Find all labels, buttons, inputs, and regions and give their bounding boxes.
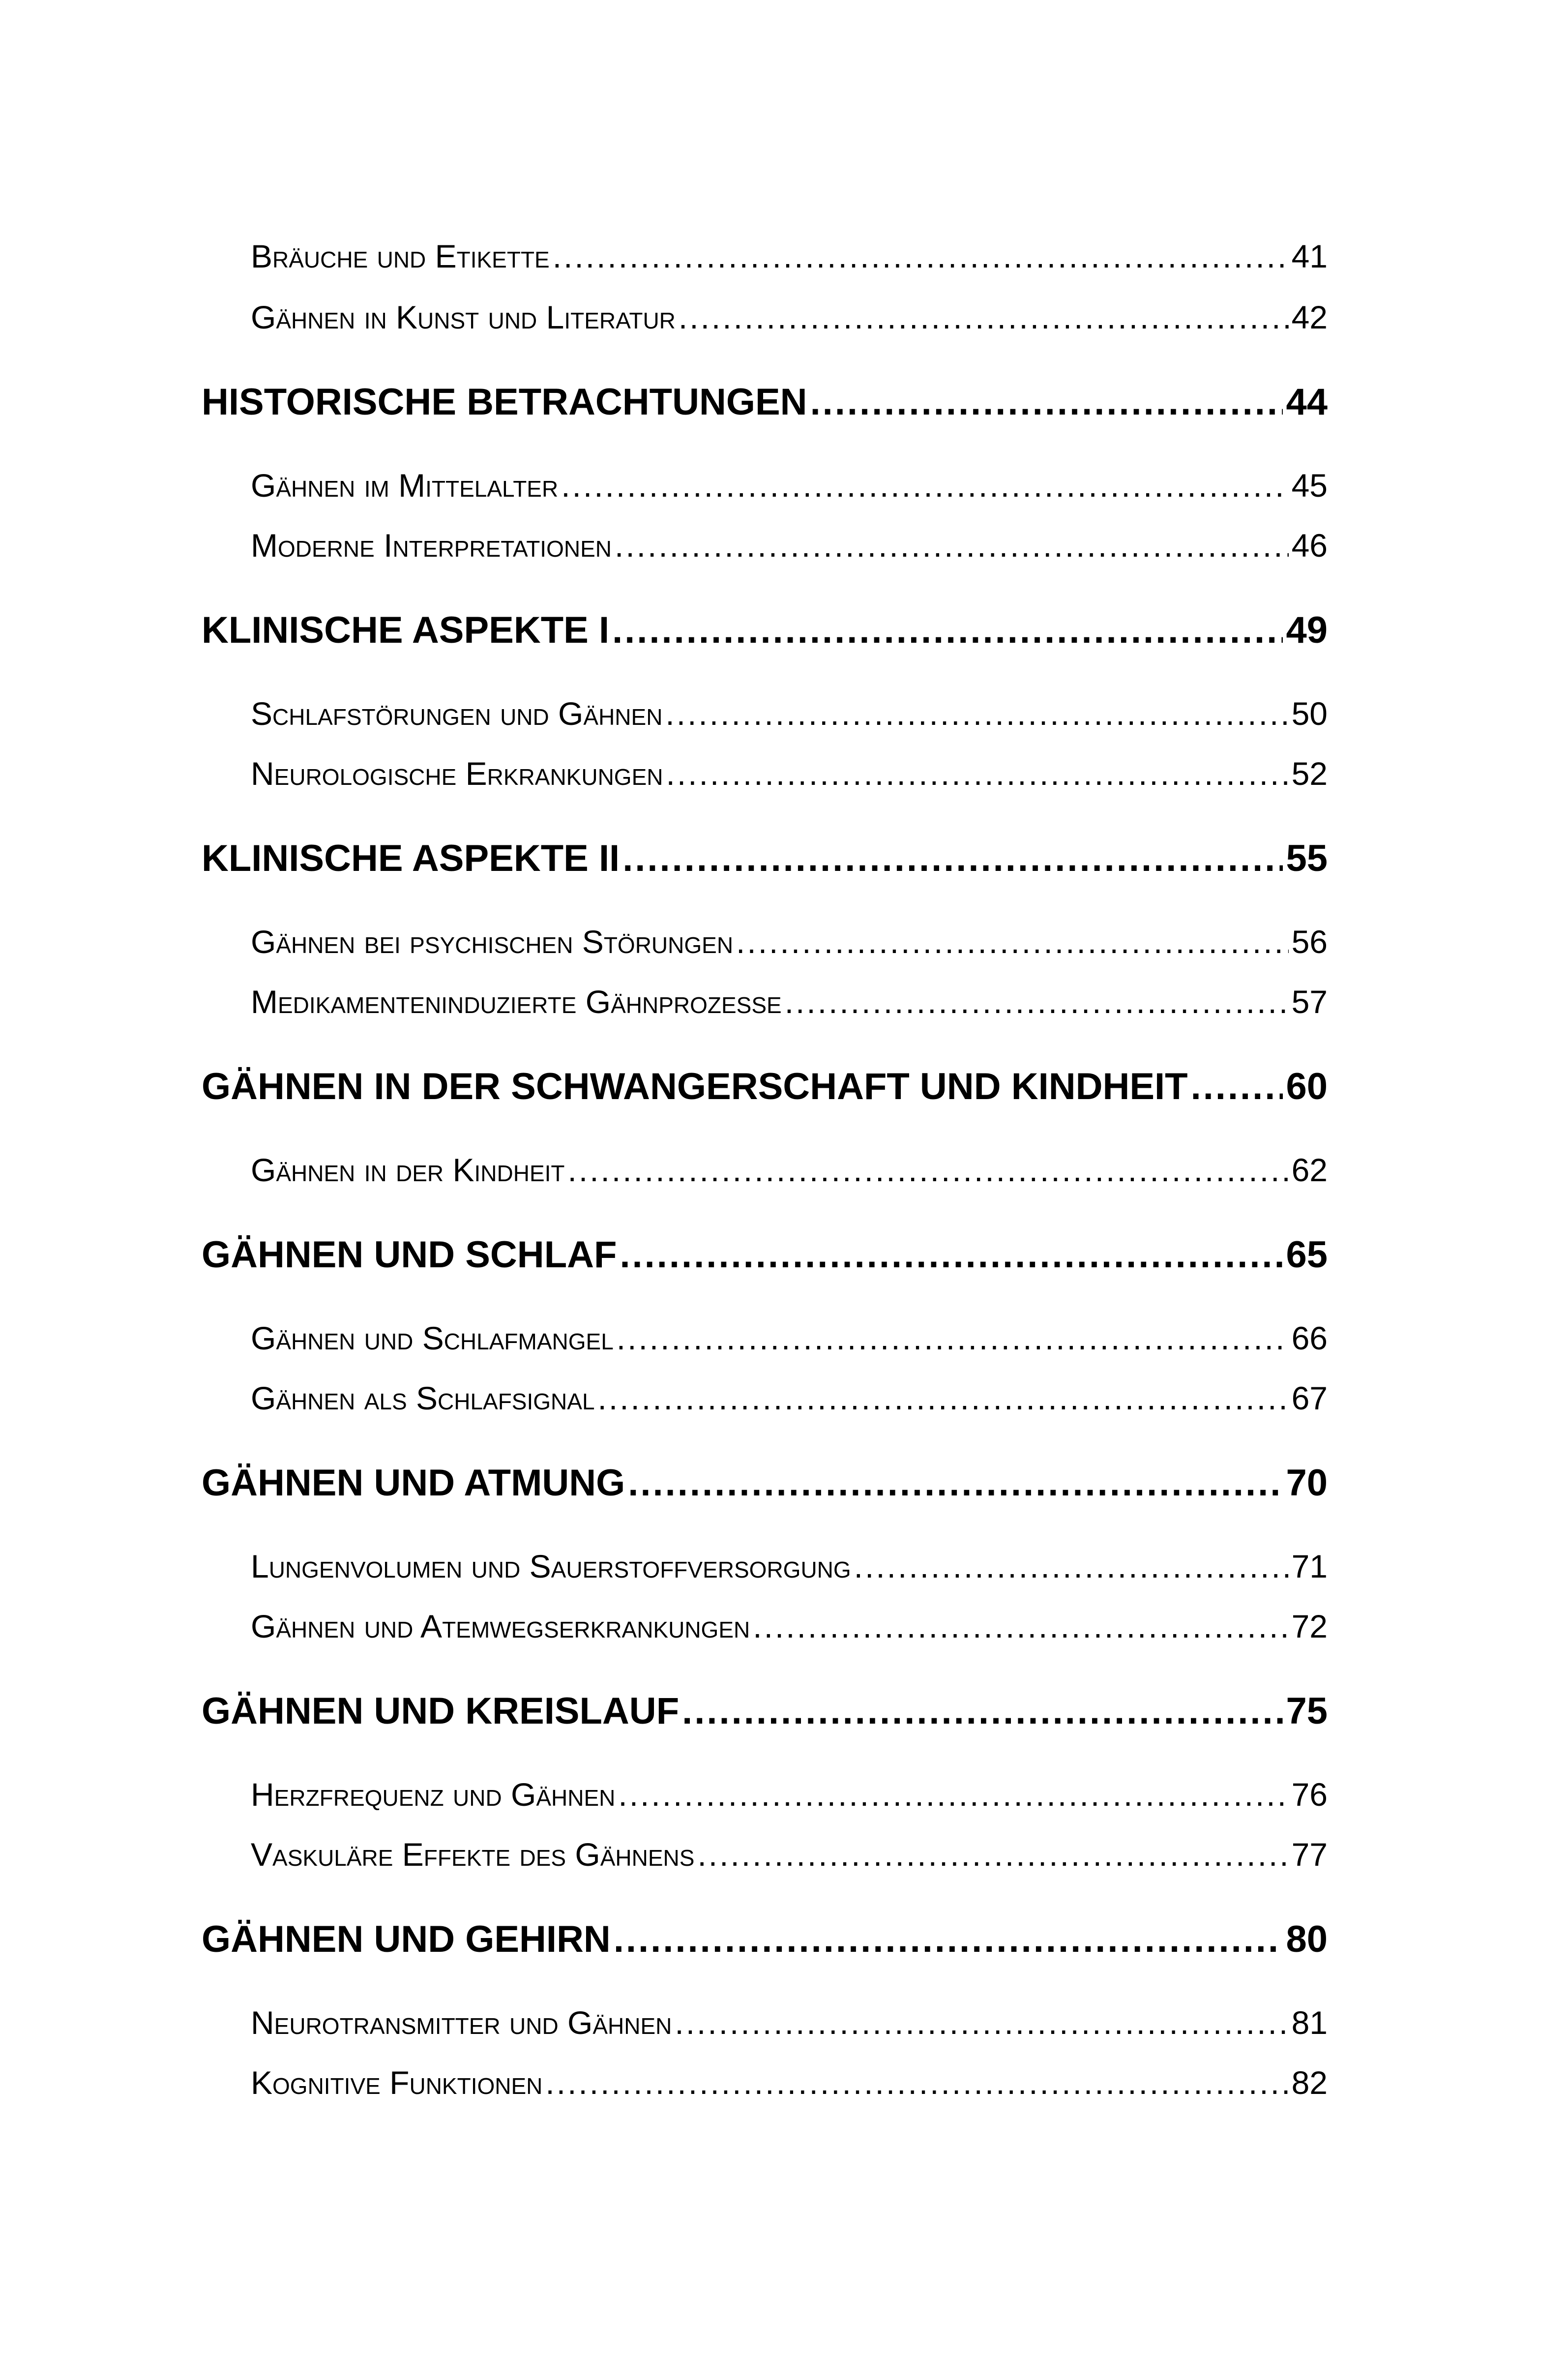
toc-section-entry[interactable] <box>251 2006 1328 2039</box>
dot-leader <box>615 529 1289 562</box>
dot-leader <box>810 384 1283 421</box>
dot-leader <box>553 240 1289 272</box>
toc-section-title: Herzfrequenz und Gähnen <box>251 1776 616 1813</box>
toc-chapter-entry[interactable] <box>202 609 1328 651</box>
toc-section-title: Bräuche und Etikette <box>251 238 550 274</box>
toc-page-number: 56 <box>1291 924 1328 960</box>
toc-section-entry[interactable] <box>251 1778 1328 1811</box>
toc-section-title: Neurotransmitter und Gähnen <box>251 2004 672 2041</box>
toc-chapter-entry[interactable] <box>202 1918 1328 1960</box>
toc-section-entry[interactable] <box>251 469 1328 502</box>
toc-page-number: 52 <box>1291 755 1328 792</box>
dot-leader <box>679 301 1289 333</box>
toc-section-title: Schlafstörungen und Gähnen <box>251 695 663 732</box>
toc-section-title: Moderne Interpretationen <box>251 527 612 564</box>
dot-leader <box>665 697 1288 730</box>
dot-leader <box>614 1921 1283 1958</box>
toc-page-number: 50 <box>1291 695 1328 732</box>
toc-page-number: 70 <box>1286 1462 1328 1504</box>
toc-section-entry[interactable] <box>251 529 1328 562</box>
toc-section-entry[interactable] <box>251 1550 1328 1582</box>
toc-section-title: Gähnen und Schlafmangel <box>251 1320 614 1356</box>
toc-section-entry[interactable] <box>251 1382 1328 1414</box>
toc-section-title: Gähnen und Atemwegserkrankungen <box>251 1608 750 1644</box>
dot-leader <box>598 1382 1289 1414</box>
toc-page-number: 41 <box>1291 238 1328 274</box>
toc-chapter-entry[interactable] <box>202 1690 1328 1732</box>
toc-section-entry[interactable] <box>251 985 1328 1018</box>
dot-leader <box>545 2066 1288 2099</box>
toc-section-title: Neurologische Erkrankungen <box>251 755 663 792</box>
toc-section-title: Gähnen in Kunst und Literatur <box>251 299 676 335</box>
toc-section-title: Lungenvolumen und Sauerstoffversorgung <box>251 1548 851 1584</box>
toc-section-entry[interactable] <box>251 301 1328 333</box>
toc-page-number: 75 <box>1286 1690 1328 1732</box>
toc-section-entry[interactable] <box>251 697 1328 730</box>
toc-page-number: 71 <box>1291 1548 1328 1584</box>
toc-page-number: 82 <box>1291 2064 1328 2101</box>
toc-section-entry[interactable] <box>251 2066 1328 2099</box>
toc-section-title: Medikamenteninduzierte Gähnprozesse <box>251 984 782 1020</box>
toc-section-title: Gähnen als Schlafsignal <box>251 1380 595 1416</box>
toc-section-title: Kognitive Funktionen <box>251 2064 543 2101</box>
dot-leader <box>697 1838 1288 1871</box>
dot-leader <box>561 469 1288 502</box>
toc-chapter-title: GÄHNEN UND ATMUNG <box>202 1462 625 1504</box>
toc-page-number: 62 <box>1291 1152 1328 1188</box>
dot-leader <box>1191 1068 1283 1105</box>
dot-leader <box>682 1693 1283 1730</box>
dot-leader <box>854 1550 1289 1582</box>
dot-leader <box>612 612 1283 649</box>
toc-section-title: Vaskuläre Effekte des Gähnens <box>251 1836 695 1873</box>
toc-page-number: 77 <box>1291 1836 1328 1873</box>
toc-page-number: 65 <box>1286 1234 1328 1276</box>
dot-leader <box>622 840 1283 877</box>
dot-leader <box>617 1322 1289 1354</box>
toc-page-number: 57 <box>1291 984 1328 1020</box>
toc-section-entry[interactable] <box>251 925 1328 958</box>
toc-chapter-title: HISTORISCHE BETRACHTUNGEN <box>202 381 807 423</box>
dot-leader <box>628 1464 1283 1502</box>
dot-leader <box>568 1154 1289 1186</box>
dot-leader <box>753 1610 1288 1642</box>
toc-page-number: 55 <box>1286 837 1328 879</box>
dot-leader <box>618 1778 1288 1811</box>
dot-leader <box>785 985 1289 1018</box>
toc-page-number: 49 <box>1286 609 1328 651</box>
toc-page-number: 42 <box>1291 299 1328 335</box>
toc-page-number: 67 <box>1291 1380 1328 1416</box>
dot-leader <box>736 925 1289 958</box>
toc-page-number: 60 <box>1286 1066 1328 1107</box>
toc-page-number: 72 <box>1291 1608 1328 1644</box>
toc-chapter-title: GÄHNEN UND GEHIRN <box>202 1918 611 1960</box>
toc-chapter-title: GÄHNEN UND KREISLAUF <box>202 1690 680 1732</box>
toc-page-number: 45 <box>1291 467 1328 504</box>
toc-chapter-title: KLINISCHE ASPEKTE II <box>202 837 620 879</box>
toc-chapter-entry[interactable] <box>202 837 1328 879</box>
toc-chapter-entry[interactable] <box>202 1236 1328 1274</box>
toc-chapter-title: GÄHNEN UND SCHLAF <box>202 1234 617 1276</box>
dot-leader <box>620 1236 1283 1274</box>
toc-section-title: Gähnen bei psychischen Störungen <box>251 924 734 960</box>
toc-chapter-entry[interactable] <box>202 1464 1328 1502</box>
toc-page-number: 66 <box>1291 1320 1328 1356</box>
toc-page-number: 80 <box>1286 1918 1328 1960</box>
toc-chapter-title: KLINISCHE ASPEKTE I <box>202 609 610 651</box>
toc-section-entry[interactable] <box>251 757 1328 790</box>
toc-page-number: 44 <box>1286 381 1328 423</box>
dot-leader <box>666 757 1288 790</box>
toc-section-entry[interactable] <box>251 240 1328 272</box>
toc-page-number: 81 <box>1291 2004 1328 2041</box>
toc-section-entry[interactable] <box>251 1838 1328 1871</box>
toc-section-entry[interactable] <box>251 1610 1328 1642</box>
toc-chapter-entry[interactable] <box>202 1068 1328 1105</box>
toc-section-title: Gähnen in der Kindheit <box>251 1152 565 1188</box>
toc-page-number: 46 <box>1291 527 1328 564</box>
toc-section-entry[interactable] <box>251 1322 1328 1354</box>
toc-chapter-title: GÄHNEN IN DER SCHWANGERSCHAFT UND KINDHEIT <box>202 1066 1188 1107</box>
toc-section-entry[interactable] <box>251 1154 1328 1186</box>
toc-chapter-entry[interactable] <box>202 381 1328 423</box>
toc-section-title: Gähnen im Mittelalter <box>251 467 559 504</box>
dot-leader <box>675 2006 1288 2039</box>
toc-page-number: 76 <box>1291 1776 1328 1813</box>
